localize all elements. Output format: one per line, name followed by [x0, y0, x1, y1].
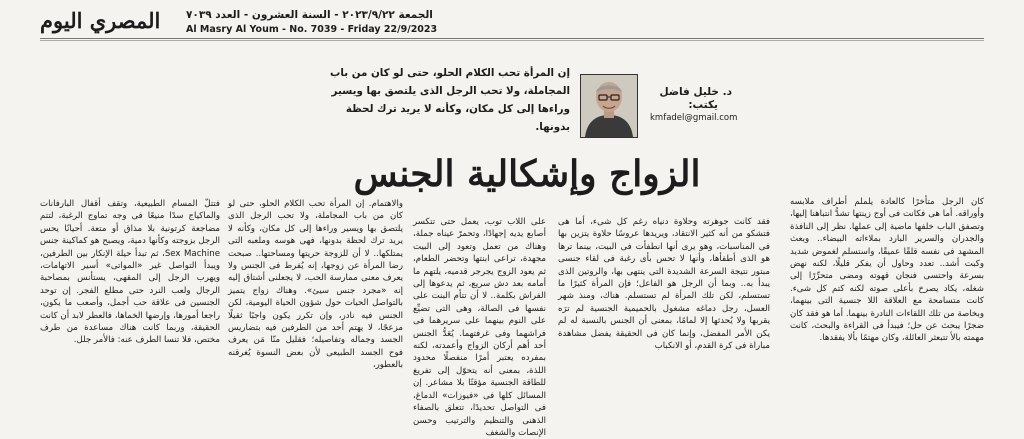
author-role: يكتب: [688, 99, 718, 111]
column-text: كان الرجل متأخرًا كالعادة يلملم أطراف ملابسه وأوراقه. أما هى فكانت فى أوج زينتها تشدُّ انتباهنا إليها، وتصفق الباب خلفها ماضية إلى عملها. نظر إلى النافذة والجدران والسرير البارد بملاءاته البيضاء.. وبعث المشهد فى نفسه قلقًا عميقًا، واستسلم لغموض شديد وكبت أشد.. تعدد وحاول أن يفكر قليلًا، لكنه نهض بسرعة واحتسى فنجان قهوته ومضى متحرِّرًا إلى شغله، يكاد يصرخ بأعلى صوته لكنه كتم كل شىء. كانت متسامحة مع العلاقة اللا جنسية التى بينهما، وبخاصة من تلك اللقاءات النادرة بينهما. أما هو فقد كان ضجرًا يبحث عن حل؛ فيبدأ فى القراءة والبحث، كانت مهمته بالأ تتبعثر العائلة، وكان مهتمًا بألا يفقدها. [790, 197, 984, 344]
article-headline: الزواج وإشكالية الجنس [353, 153, 701, 195]
column-text: والاهتمام. إن المرأة تحب الكلام الحلو، حتى لو كان من باب المجاملة، ولا تحب الرجل الذى يلتصق بها ويسير وراءها إلى كل مكان، وكأنه لا يريد ترك لحظة بدونها، فهى هوسه وملعبه التى يمتلكها.. لا أن للزوجة حريتها ومساحتها.. صبحت رضا المرأة عن زوجها، إنه يُفرط فى الجنس ولا يعرف معنى ممارسة الحب، لا يجعلنى أشتاق إليه إنه «مجرد جنس سيئ». وهناك زواج يتميز بالتواصل الحيات حول شؤون الحياة اليومية، لكن الجنس فيه نادر، وإن تكرر يكون واجبًا ثقيلًا مزعجًا، لا يهتم أحد من الطرفين فيه بتضاريس الجسد وجماله وتفاصيله؛ فقليل منّا مَن يعرف فوح الجسد الطبيعى لأن بعض النسوة يُغرقنه بالعطور، [228, 199, 403, 371]
pull-quote: إن المرأة تحب الكلام الحلو، حتى لو كان من باب المجاملة، ولا تحب الرجل الذى يلتصق بها ويسير وراءها إلى كل مكان، وكأنه لا يريد ترك لحظة بدونها. [330, 67, 570, 133]
article-column-4 [228, 198, 403, 419]
author-email[interactable]: kmfadel@gmail.com [650, 113, 738, 123]
column-text: على اللاب توب، يعمل حتى تتكسر أصابع يديه إجهادًا، وتحمرّ عيناه جملة، وهناك من تعمل وتعود إلى البيت مجهدة، تراعى ابنتها وتحضر الطعام، ثم يعود الزوج يجرجر قدميه، يلتهم ما أمامه بعد دش سريع، ثم يدعوها إلى الفراش بكلمة.. لا أن تتأم البنت على نفسها فى الصالة، وهى التى تضيِّع على النوم بينهما على سريرهما فى فراشهما وفى غرفتهما. يُعَدُّ الجنس أحد أهم أركان الزواج وأعمدته، لكنه بمفرده يعتبر أمرًا منفصلًا محدود اللذة، بمعنى أنه يتحوّل إلى تفريغ للطاقة الجنسية مؤقتًا بلا مشاعر. إن المسائل كلها فى «فيوزات» الدماغ، فى التواصل تحديدًا، تتعلق بالصفاء الذهنى والتنظيم والترتيب وحسن الإنصات والشغف [413, 217, 546, 438]
article-column-5 [40, 198, 220, 419]
column-text: فقد كانت جوهرته وحلاوة دنياه رغم كل شىء، أما هى فتشكو من أنه كثير الانتقاد، ويريدها عروسًا حلاوة يتزين بها فى المناسبات، وهو يرى أنها انطفأت فى البيت، بينما ترها هو الذى أطفأها، وأنها لا تحس بأى رغبة فى لقاء جنسى مبتور نتيجة السرعة الشديدة التى ينتهى بها، والروتين الذى يبدأ به.. وبما أن الرجل هو الفاعل؛ فإن المرأة كثيرًا ما تستسلم، لكن تلك المرأة لم تستسلم. هناك، ومنذ شهر العسل، رجل دماغه مشغول بالحميمية الجنسية لم ترَه يقربها ولا يُحدثها إلا لمامًا، بمعنى أن الجنس بالنسبة له لم يكن الأمر المفضل، وإنما كان فى الحقيقة يفضل مشاهدة مباراة فى كرة القدم، أو الانكباب [558, 217, 770, 352]
author-photo [580, 74, 638, 138]
author-byline [650, 86, 738, 134]
column-text: فتتلّ المسام الطبيعية، وتقف أقفال البارفانات والماكياج سدًا منيعًا فى وجه تماوج الرغبة، لتتم مضاجعة كرتونية بلا مذاق أو متعة. أحيانًا يحس الرجل بزوجته وكأنها دمية، ويصبح هو كماكينة جنس Sex Machine، ثم تبدأ حيلة الإنكار بين الطرفين، ويبدأ التواصل غير «المواتى» أسير الاتهامات، ويهرب الرجل إلى المقهى، يستأنس بمصاحبة الرجال ولعب النرد حتى مطلع الفجر. إن توحد الجنسين فى علاقة حب أجمل، وأصعب ما يكون، راجعا أمورها، وإرضها الخماها، فالعطر لابد أن كانت الحقيقة، وربما كانت هناك مساعدة من طرف مختص، فلا تنسا الطرف عنه: فالأمر جلل. [40, 199, 220, 346]
article-column-2 [558, 216, 770, 419]
newspaper-logo: المصري اليوم [40, 8, 161, 33]
article-column-3 [413, 216, 546, 438]
masthead-rule [40, 40, 984, 41]
article-column-1 [790, 196, 984, 419]
issue-info-arabic: الجمعة ٢٠٢٣/٩/٢٢ - السنة العشرون - العدد ٧٠٣٩ [186, 9, 433, 21]
author-name: د. خليل فاضل [659, 86, 732, 98]
author-portrait-icon [581, 75, 637, 137]
issue-info-english: Al Masry Al Youm - No. 7039 - Friday 22/9/2023 [186, 24, 438, 35]
masthead [40, 6, 984, 39]
